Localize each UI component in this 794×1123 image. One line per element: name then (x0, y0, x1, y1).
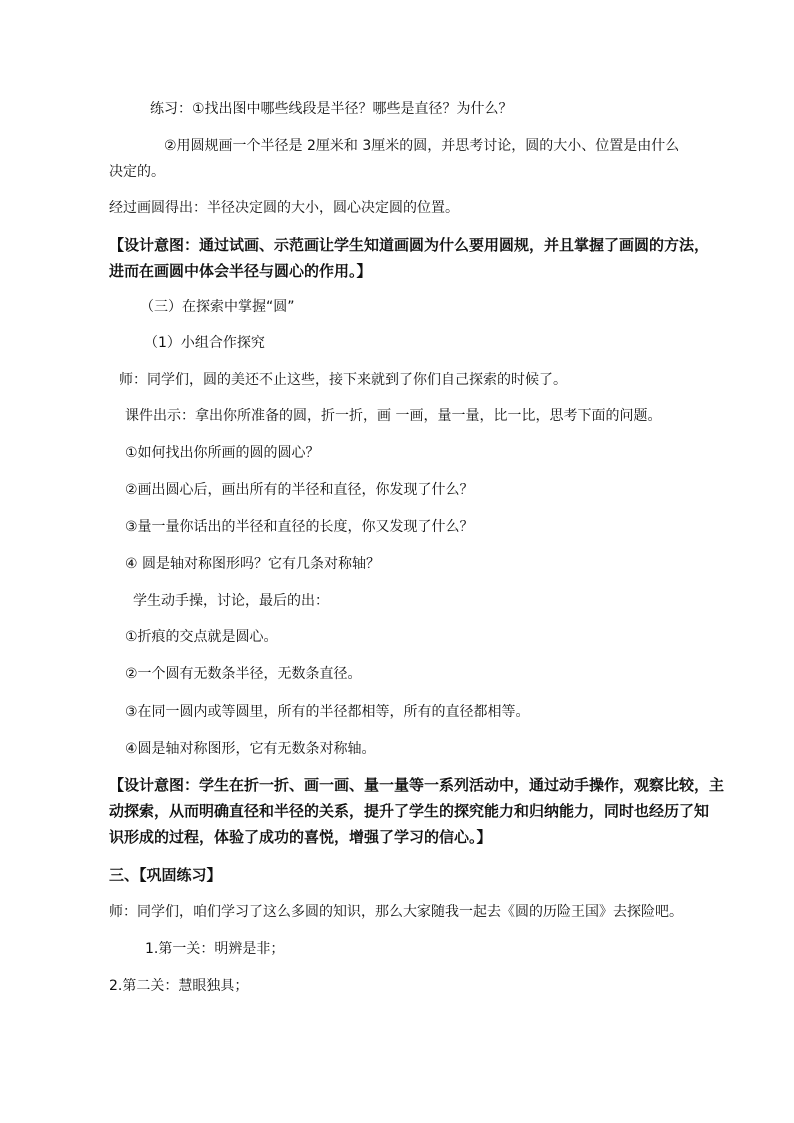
design-intent-1-line-1: 【设计意图：通过试画、示范画让学生知道画圆为什么要用圆规，并且掌握了画圆的方法， (109, 236, 710, 254)
level-1-item: 1.第一关：明辨是非； (145, 941, 285, 957)
question-3: ③量一量你话出的半径和直径的长度，你又发现了什么？ (125, 519, 474, 535)
design-intent-2-line-1: 【设计意图：学生在折一折、画一画、量一量等一系列活动中，通过动手操作，观察比较，主 (109, 776, 725, 794)
design-intent-2-line-3: 识形成的过程，体验了成功的喜悦，增强了学习的信心。】 (109, 828, 492, 846)
question-4: ④ 圆是轴对称图形吗？它有几条对称轴？ (125, 556, 380, 572)
subsection-heading-1: （1）小组合作探究 (144, 335, 265, 351)
section-heading-consolidation: 三、【巩固练习】 (109, 866, 222, 884)
section-heading-3: （三）在探索中掌握“圆” (140, 299, 295, 315)
design-intent-1-line-2: 进而在画圆中体会半径与圆心的作用。】 (109, 262, 372, 280)
exercise-line-2-cont: 决定的。 (109, 164, 165, 180)
teacher-line-1: 师：同学们，圆的美还不止这些，接下来就到了你们自己探索的时候了。 (119, 372, 567, 388)
exercise-line-1: 练习：①找出图中哪些线段是半径？哪些是直径？为什么？ (150, 101, 513, 117)
design-intent-2-line-2: 动探索，从而明确直径和半径的关系，提升了学生的探究能力和归纳能力，同时也经历了知 (109, 802, 710, 820)
finding-2: ②一个圆有无数条半径，无数条直径。 (125, 666, 362, 682)
student-line: 学生动手操，讨论，最后的出： (133, 593, 329, 609)
teacher-line-2: 师：同学们，咱们学习了这么多圆的知识，那么大家随我一起去《圆的历险王国》去探险吧。 (109, 904, 683, 920)
courseware-line: 课件出示：拿出你所准备的圆，折一折，画 一画，量一量，比一比，思考下面的问题。 (125, 408, 662, 424)
exercise-line-2: ②用圆规画一个半径是 2厘米和 3厘米的圆，并思考讨论，圆的大小、位置是由什么 (164, 138, 680, 154)
conclusion-line: 经过画圆得出：半径决定圆的大小，圆心决定圆的位置。 (109, 200, 459, 216)
finding-3: ③在同一圆内或等圆里，所有的半径都相等，所有的直径都相等。 (125, 704, 530, 720)
question-2: ②画出圆心后，画出所有的半径和直径，你发现了什么？ (125, 482, 474, 498)
question-1: ①如何找出你所画的圆的圆心？ (125, 445, 320, 461)
level-2-item: 2.第二关：慧眼独具； (109, 978, 249, 994)
finding-4: ④圆是轴对称图形，它有无数条对称轴。 (125, 741, 376, 757)
finding-1: ①折痕的交点就是圆心。 (125, 629, 278, 645)
